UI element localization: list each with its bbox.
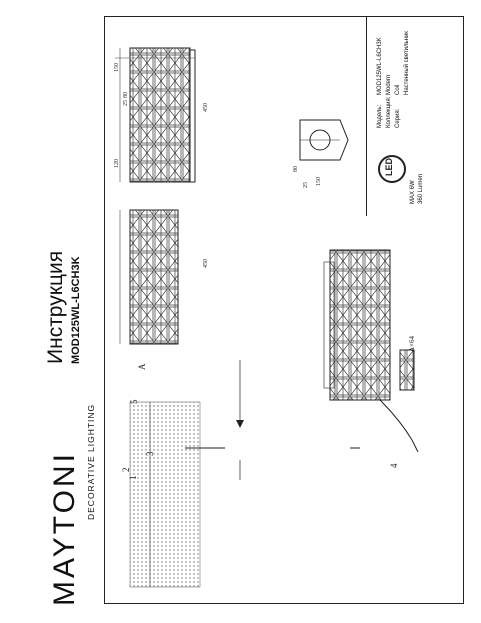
dim-base-c: 150 [316,177,322,186]
dim-height-top: 150 [114,63,120,72]
dim-depth-b: 25 [123,100,129,106]
brand-logo: MAYTONI [48,451,81,606]
spec-collection-label: Коллекция: [386,96,392,128]
step-2-label: 2 [121,467,131,472]
dim-depth-a: 80 [123,92,129,98]
document-model: MOD125WL-L6CH3K [70,256,82,364]
dim-overall-length: 450 [203,103,209,112]
side-view-drawing [120,210,178,344]
spec-lumens: 360 Lumen [418,173,424,204]
spec-collection-value: Modern [386,74,392,95]
dim-width-a: 120 [114,159,120,168]
step-3-label: 3 [145,451,155,456]
step-1-label: 1 [128,475,138,480]
spec-series-value: Coil [395,84,401,95]
step-4-label: 4 [389,463,399,468]
front-view-drawing [115,48,195,182]
callout-a-qty: A×64 [408,335,416,352]
dim-base-a: 80 [293,166,299,172]
dim-base-b: 25 [303,182,309,188]
spec-model-label: Модель: [377,104,383,128]
spec-max-power: MAX 6W [410,180,416,204]
brand-tagline: DECORATIVE LIGHTING [86,403,96,520]
spec-model-value: MOD125WL-L6CH3K [377,37,383,95]
dim-overall-length-2: 450 [203,259,209,268]
bracket-drawing [300,120,348,160]
spec-type-value: Настенный светильник [404,31,410,95]
spec-series-label: Серия: [395,108,401,128]
led-label: LED [384,158,394,176]
step-5-label: 5 [129,399,139,404]
callout-a: A [137,363,147,370]
document-title: Инструкция [44,250,67,364]
